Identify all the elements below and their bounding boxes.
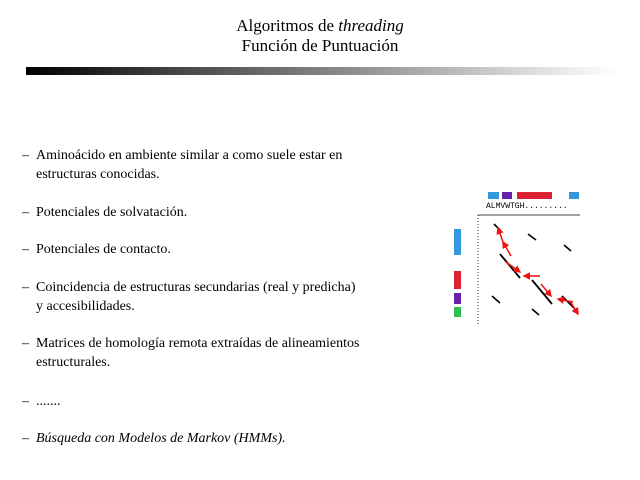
bullet-dash: – xyxy=(22,336,29,351)
title-line-1 xyxy=(0,16,640,36)
bullet-dash: – xyxy=(22,431,29,446)
bullet-text: Potenciales de contacto. xyxy=(36,242,171,257)
bullet-line: y accesibilidades. xyxy=(36,299,135,314)
alignment-segment xyxy=(532,280,552,304)
alignment-segment xyxy=(528,234,536,240)
top-ss-blue-block xyxy=(488,192,499,199)
top-ss-blue-block xyxy=(569,192,579,199)
alignment-segment xyxy=(492,296,500,303)
top-ss-red-block xyxy=(517,192,552,199)
bullet-dash: – xyxy=(22,205,29,220)
bullet-line: Coincidencia de estructuras secundarias (real y predicha) xyxy=(36,280,356,295)
bullet-line: estructuras conocidas. xyxy=(36,167,160,182)
slide-title xyxy=(0,16,640,56)
bullet-text: Potenciales de solvatación. xyxy=(36,205,188,220)
left-ss-blue-block xyxy=(454,229,461,255)
alignment-segment xyxy=(564,245,571,251)
alignment-segment xyxy=(494,224,501,231)
bullet-dash: – xyxy=(22,394,29,409)
title-line-2: Función de Puntuación xyxy=(241,36,399,55)
left-ss-red-block xyxy=(454,271,461,289)
threading-arrow xyxy=(503,242,511,256)
left-ss-purple-block xyxy=(454,293,461,304)
bullet-line: Aminoácido en ambiente similar a como suele estar en xyxy=(36,148,343,163)
title-prefix: Algoritmos de xyxy=(236,16,339,35)
bullet-text: ....... xyxy=(36,394,61,409)
left-ss-green-block xyxy=(454,307,461,317)
bullet-text xyxy=(36,278,356,316)
bullet-line: Matrices de homología remota extraídas de alineamientos xyxy=(36,336,360,351)
top-ss-purple-block xyxy=(502,192,512,199)
bullet-dash: – xyxy=(22,148,29,163)
alignment-segment xyxy=(532,309,539,315)
bullet-dash: – xyxy=(22,280,29,295)
bullet-line: estructurales. xyxy=(36,355,111,370)
bullet-dash: – xyxy=(22,242,29,257)
bullet-text xyxy=(36,146,342,184)
title-italic-word: threading xyxy=(338,16,404,35)
threading-arrow xyxy=(541,284,551,296)
threading-arrow xyxy=(570,301,578,314)
alignment-segment xyxy=(500,254,520,278)
sequence-label: ALMVWTGH......... xyxy=(486,202,568,211)
title-divider-bar xyxy=(26,67,618,75)
threading-alignment-figure xyxy=(448,186,594,326)
bullet-text xyxy=(36,334,359,372)
bullet-text: Búsqueda con Modelos de Markov (HMMs). xyxy=(36,431,286,446)
